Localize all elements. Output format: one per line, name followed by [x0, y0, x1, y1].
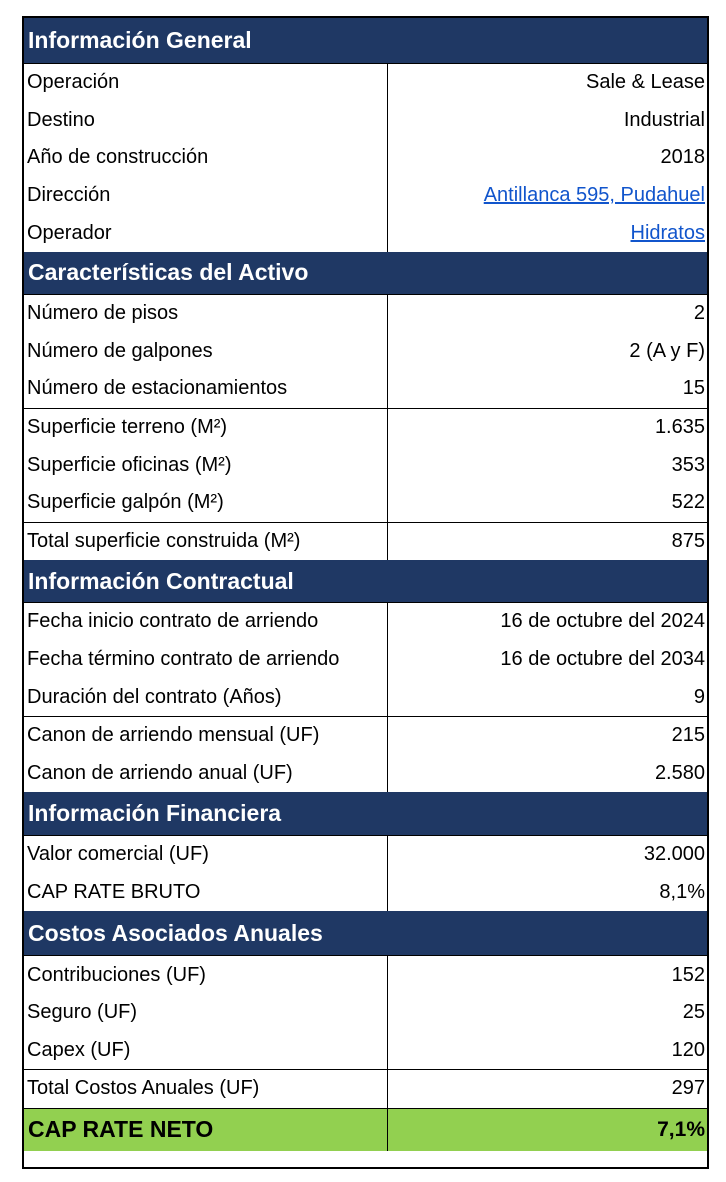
section-header: Costos Asociados Anuales [24, 911, 707, 956]
row-label: Operador [27, 221, 112, 244]
row-label: Canon de arriendo anual (UF) [27, 761, 293, 784]
cap-rate-neto-row [24, 1108, 707, 1151]
row-label: Canon de arriendo mensual (UF) [27, 724, 320, 747]
row-value: 2018 [660, 146, 705, 169]
section-header: Información General [24, 18, 707, 64]
row-label: CAP RATE BRUTO [27, 880, 201, 903]
row-group [24, 295, 707, 409]
row-label: Destino [27, 108, 95, 131]
row-label: Número de estacionamientos [27, 377, 288, 400]
row-value: 9 [693, 685, 705, 708]
section-informacion-general [24, 18, 707, 252]
section-header: Información Contractual [24, 560, 707, 603]
row-group [24, 523, 707, 561]
row-value: 2.580 [654, 761, 705, 784]
row-label: Operación [27, 71, 120, 94]
row-label: Número de pisos [27, 302, 179, 325]
section-costos-asociados-anuales [24, 911, 707, 1107]
cap-rate-neto-value: 7,1% [657, 1117, 705, 1141]
section-header: Información Financiera [24, 792, 707, 836]
row-label: Seguro (UF) [27, 1001, 138, 1024]
row-group [24, 717, 707, 792]
row-value: 32.000 [643, 843, 705, 866]
section-header: Características del Activo [24, 252, 707, 295]
row-value: 25 [682, 1001, 705, 1024]
row-group [24, 836, 707, 911]
row-label: Total Costos Anuales (UF) [27, 1077, 260, 1100]
row-label: Fecha inicio contrato de arriendo [27, 610, 319, 633]
section-caracteristicas-del-activo [24, 252, 707, 560]
row-label: Valor comercial (UF) [27, 843, 209, 866]
row-group [24, 603, 707, 717]
row-group [24, 956, 707, 1070]
row-label: Superficie terreno (M²) [27, 416, 228, 439]
row-label: Número de galpones [27, 339, 213, 362]
row-value: 2 (A y F) [629, 339, 705, 362]
row-label: Total superficie construida (M²) [27, 529, 301, 552]
cap-rate-neto-label: CAP RATE NETO [24, 1109, 388, 1151]
row-value: 15 [682, 377, 705, 400]
row-value: 875 [671, 529, 705, 552]
row-label: Superficie galpón (M²) [27, 491, 224, 514]
row-value: Sale & Lease [586, 71, 705, 94]
row-label: Año de construcción [27, 146, 209, 169]
row-value: 16 de octubre del 2024 [500, 610, 705, 633]
row-value: 2 [693, 302, 705, 325]
row-group [24, 64, 707, 252]
row-value: 120 [671, 1038, 705, 1061]
row-value: 16 de octubre del 2034 [500, 648, 705, 671]
row-value: 8,1% [659, 880, 705, 903]
section-informacion-contractual [24, 560, 707, 792]
row-value-cell [388, 177, 707, 215]
row-label: Fecha término contrato de arriendo [27, 648, 340, 671]
row-label: Duración del contrato (Años) [27, 685, 282, 708]
row-value: Industrial [623, 108, 705, 131]
property-info-table [22, 16, 709, 1169]
row-group [24, 409, 707, 523]
row-label: Contribuciones (UF) [27, 963, 206, 986]
row-value: 1.635 [654, 416, 705, 439]
section-informacion-financiera [24, 792, 707, 911]
row-value: 152 [671, 963, 705, 986]
value-link[interactable]: Hidratos [630, 221, 705, 244]
row-value: 215 [671, 724, 705, 747]
row-value: 297 [671, 1077, 705, 1100]
row-group [24, 1070, 707, 1108]
row-label: Capex (UF) [27, 1038, 131, 1061]
row-label: Superficie oficinas (M²) [27, 453, 232, 476]
row-value-cell [388, 214, 707, 252]
row-label: Dirección [27, 184, 111, 207]
row-value: 522 [671, 491, 705, 514]
value-link[interactable]: Antillanca 595, Pudahuel [483, 184, 705, 207]
row-value: 353 [671, 453, 705, 476]
